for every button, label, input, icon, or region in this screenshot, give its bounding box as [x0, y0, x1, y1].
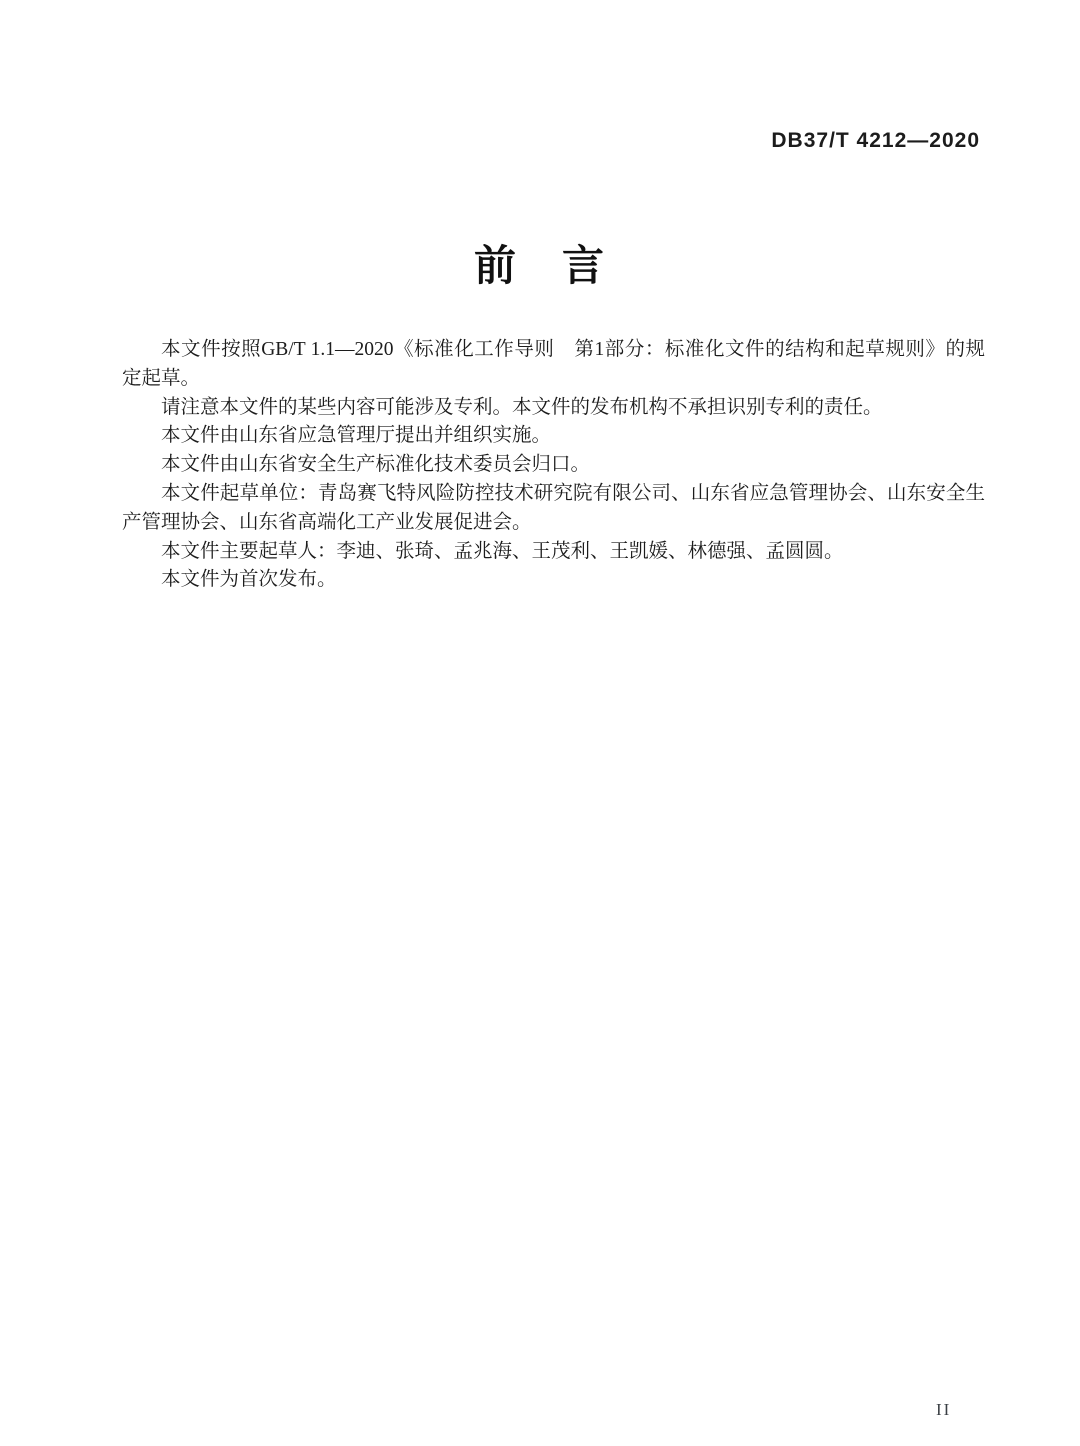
- paragraph-proposed-by: 本文件由山东省应急管理厅提出并组织实施。: [161, 425, 552, 447]
- paragraph-drafting-rules: 本文件按照GB/T 1.1—2020《标准化工作导则 第1部分：标准化文件的结构和起草规则》的规定起草。: [122, 339, 985, 389]
- paragraph-drafting-organizations: 本文件起草单位：青岛赛飞特风险防控技术研究院有限公司、山东省应急管理协会、山东安全生产管理协会、山东省高端化工产业发展促进会。: [122, 482, 985, 533]
- doc-number: DB37/T 4212—2020: [771, 129, 980, 152]
- foreword-body: [122, 336, 985, 595]
- paragraph-patent-notice: 请注意本文件的某些内容可能涉及专利。本文件的发布机构不承担识别专利的责任。: [161, 396, 883, 418]
- paragraph-under-jurisdiction: 本文件由山东省安全生产标准化技术委员会归口。: [161, 454, 591, 476]
- page-number: II: [936, 1400, 952, 1419]
- paragraph-main-drafters: 本文件主要起草人：李迪、张琦、孟兆海、王茂利、王凯媛、林德强、孟圆圆。: [161, 540, 844, 562]
- paragraph-first-release: 本文件为首次发布。: [161, 569, 337, 591]
- page-title: 前 言: [473, 242, 606, 289]
